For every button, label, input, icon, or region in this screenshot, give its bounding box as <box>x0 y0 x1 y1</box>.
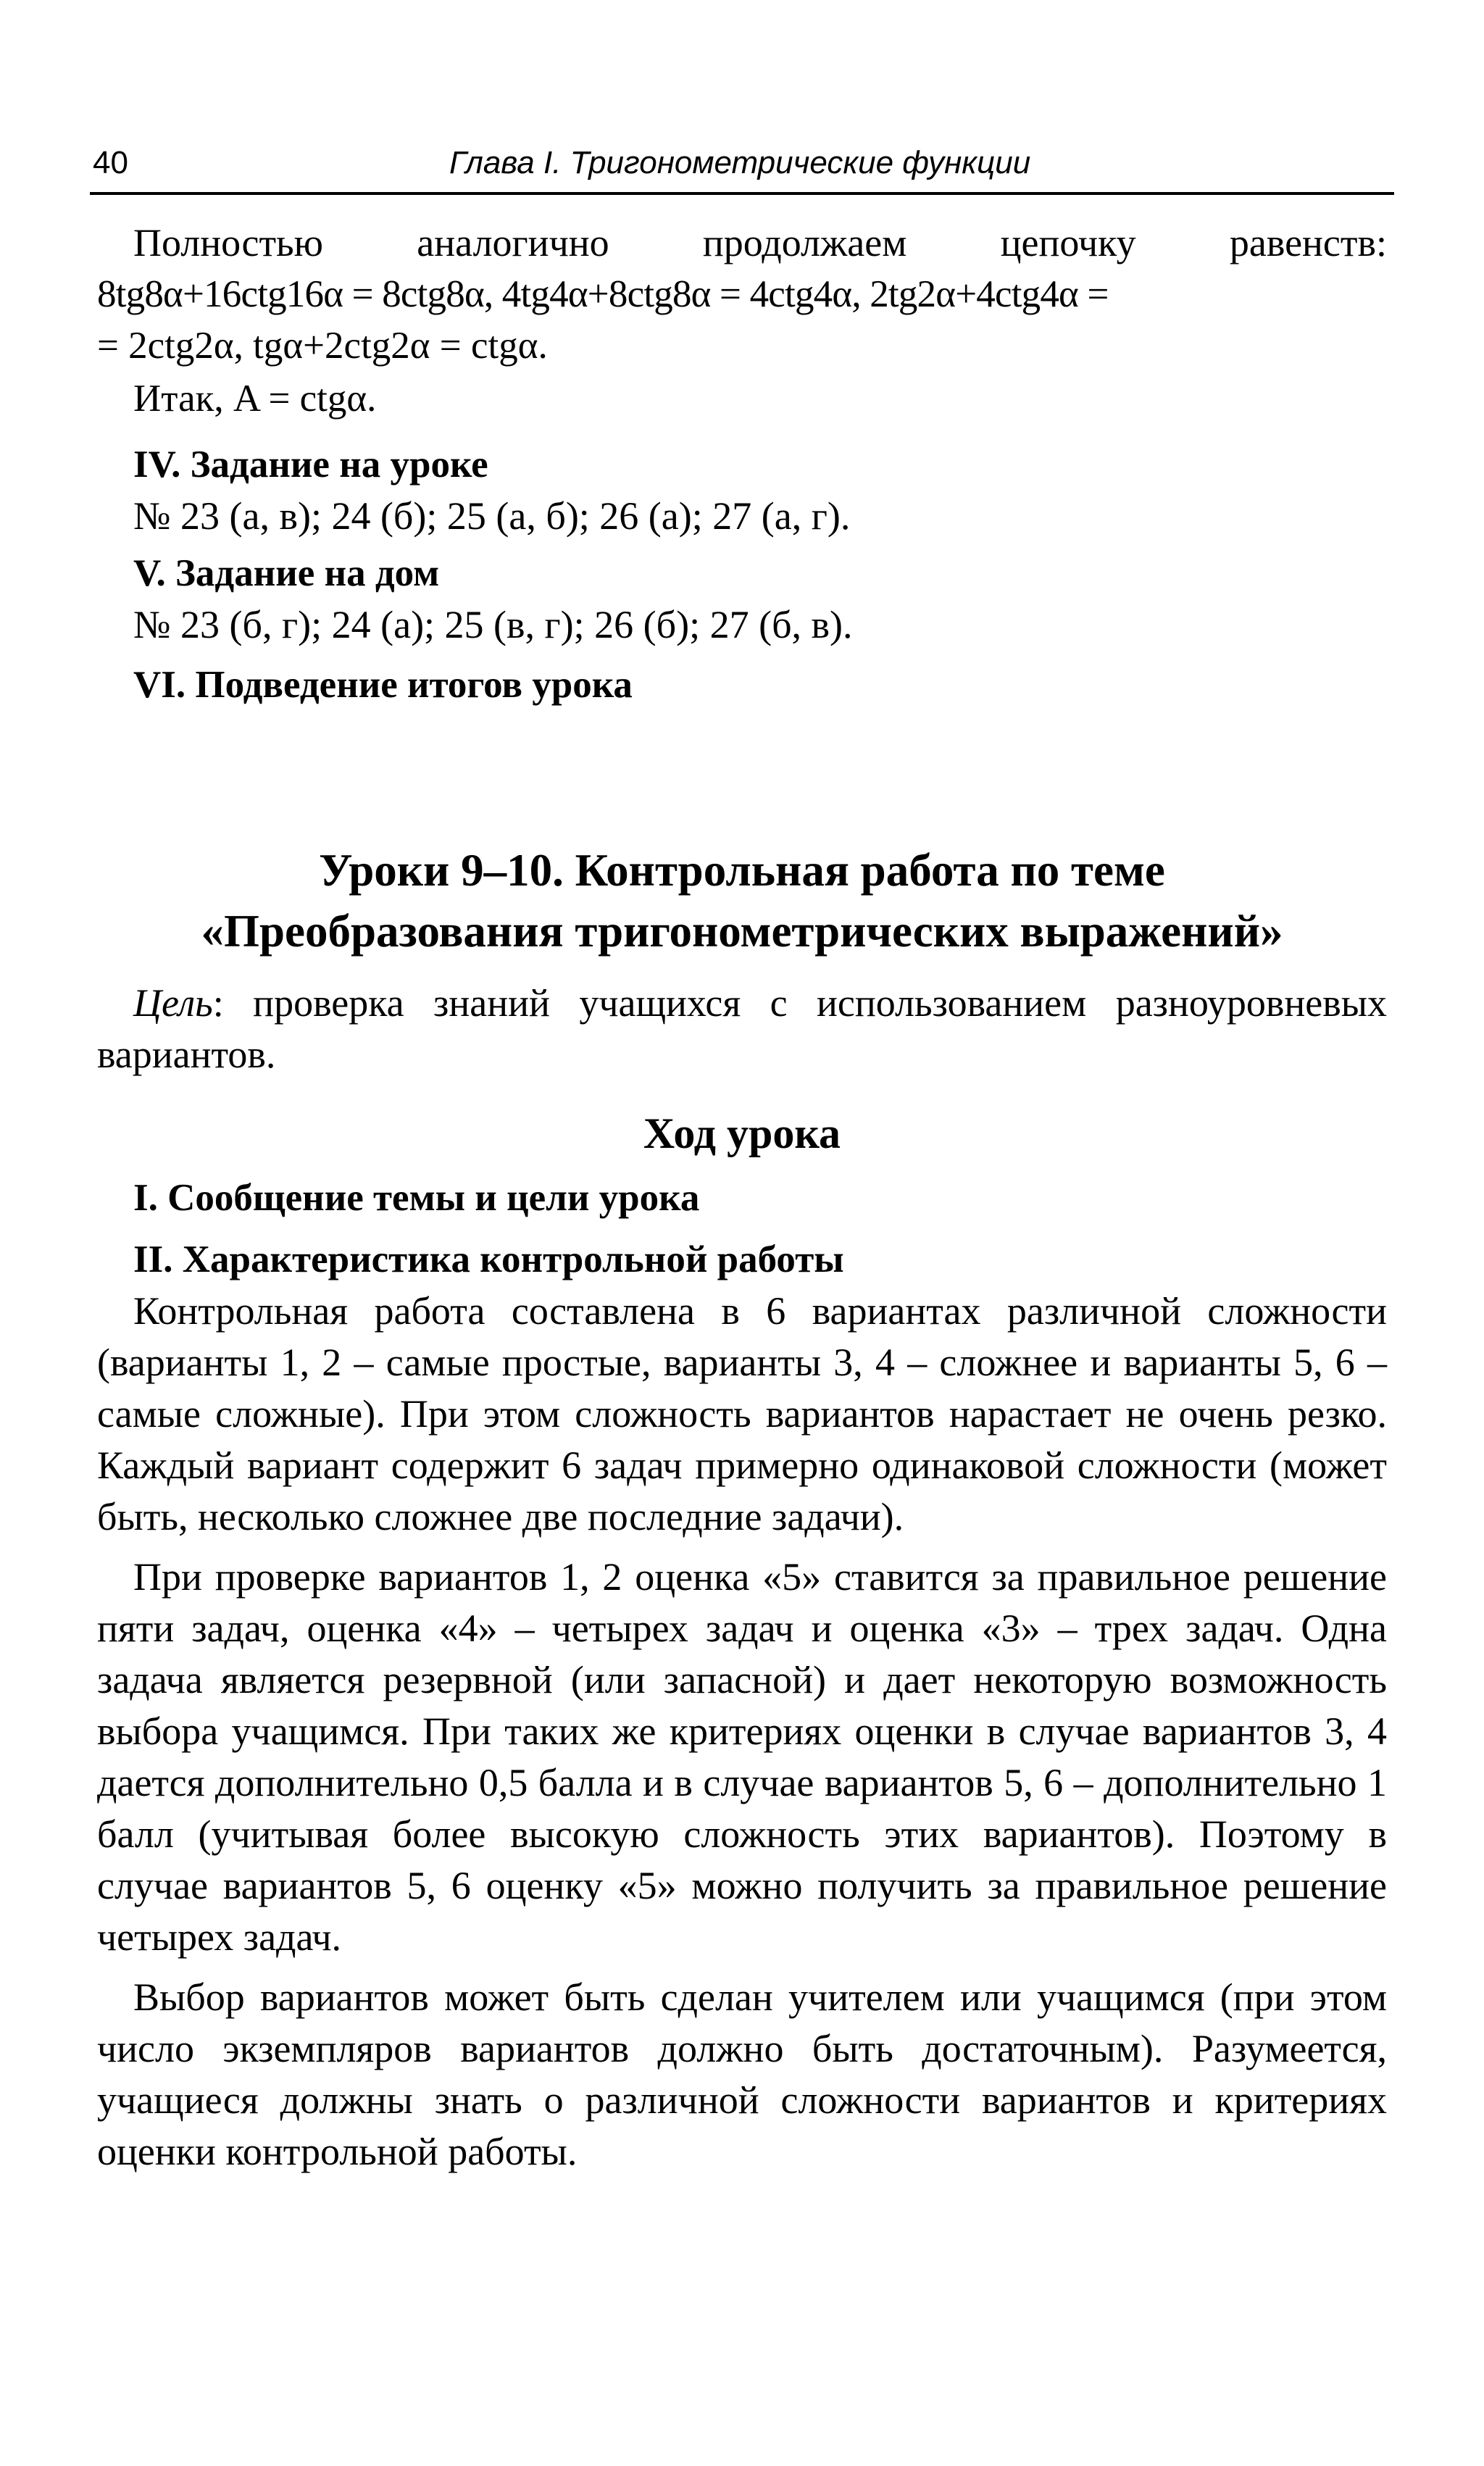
body-paragraph-2: При проверке вариантов 1, 2 оценка «5» ставится за правильное решение пяти задач, оценка «4» – четырех задач и оценка «3» – трех задач. Одна задача является резервной (или запасной) и дает некоторую возможность выбора учащимся. При таких же критериях оценки в случае вариантов 3, 4 дается дополнительно 0,5 балла и в случае вариантов 5, 6 – дополнительно 1 балл (учитывая более высокую сложность этих вариантов). Поэтому в случае вариантов 5, 6 оценку «5» можно получить за правильное решение четырех задач. <box>97 1555 1387 1959</box>
section-5-tasks: № 23 (б, г); 24 (а); 25 (в, г); 26 (б); 27 (б, в). <box>133 603 853 646</box>
lesson-title-line-1: Уроки 9–10. Контрольная работа по теме <box>319 845 1165 896</box>
running-head: Глава I. Тригонометрические функции <box>449 145 1031 180</box>
goal-label: Цель <box>133 981 213 1025</box>
lesson-title-line-2: «Преобразования тригонометрических выражений» <box>201 906 1283 957</box>
lesson-goal <box>97 978 1387 1080</box>
lesson-course-title: Ход урока <box>643 1109 841 1157</box>
section-6-title: VI. Подведение итогов урока <box>133 664 633 706</box>
section-4-tasks: № 23 (а, в); 24 (б); 25 (а, б); 26 (а); 27 (а, г). <box>133 494 851 538</box>
section-1-title: I. Сообщение темы и цели урока <box>133 1177 700 1219</box>
body-paragraph-1: Контрольная работа составлена в 6 вариантах различной сложности (варианты 1, 2 – самые простые, варианты 3, 4 – сложнее и варианты 5, 6 – самые сложные). При этом сложность вариантов нарастает не очень резко. Каждый вариант содержит 6 задач примерно одинаковой сложности (может быть, несколько сложнее две последние задачи). <box>97 1289 1387 1538</box>
goal-text: : проверка знаний учащихся с использованием разноуровневых вариантов. <box>97 981 1387 1076</box>
page-content <box>97 217 1387 2178</box>
body-paragraph-3: Выбор вариантов может быть сделан учителем или учащимся (при этом число экземпляров вариантов должно быть достаточным). Разумеется, учащиеся должны знать о различной сложности вариантов и критериях оценки контрольной работы. <box>97 1975 1387 2173</box>
section-4-title: IV. Задание на уроке <box>133 443 488 486</box>
equation-line-2: = 2ctg2α, tgα+2ctg2α = ctgα. <box>97 325 548 367</box>
page-number: 40 <box>93 145 128 180</box>
intro-paragraph: Полностью аналогично продолжаем цепочку равенств: <box>133 221 1387 264</box>
page-header <box>90 141 1394 195</box>
section-2-title: II. Характеристика контрольной работы <box>133 1238 844 1280</box>
equation-line-1: 8tg8α+16ctg16α = 8ctg8α, 4tg4α+8ctg8α = 4ctg4α, 2tg2α+4ctg4α = <box>97 273 1109 315</box>
section-5-title: V. Задание на дом <box>133 552 440 594</box>
result-line: Итак, A = ctgα. <box>133 378 377 420</box>
